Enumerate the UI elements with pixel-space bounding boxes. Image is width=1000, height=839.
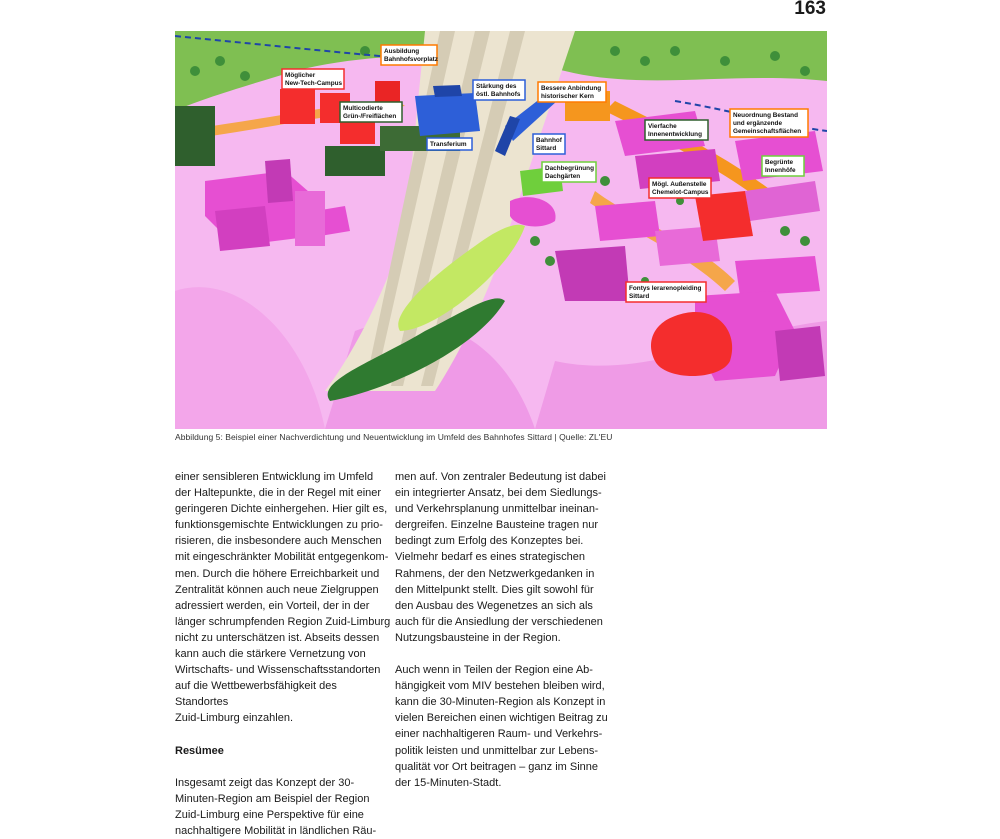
body-line: Zentralität können auch neue Zielgruppen [175, 583, 379, 596]
pink-building [265, 159, 293, 203]
svg-text:Bahnhofsvorplatz: Bahnhofsvorplatz [384, 56, 438, 63]
pink-building [735, 256, 820, 296]
body-line: Wirtschafts- und Wissenschaftsstandorten [175, 664, 381, 677]
body-line: der 15-Minuten-Stadt. [395, 776, 502, 789]
blue-building [433, 85, 462, 97]
label-chemelot [649, 178, 711, 198]
pink-building [215, 206, 270, 251]
svg-text:Chemelot-Campus: Chemelot-Campus [652, 189, 709, 196]
svg-text:Neuordnung Bestand: Neuordnung Bestand [733, 112, 798, 119]
svg-text:Bahnhof: Bahnhof [536, 137, 562, 144]
label-anbindung [538, 82, 606, 102]
pink-building [555, 246, 630, 301]
body-line: der Haltepunkte, die in der Regel mit einer [175, 487, 382, 500]
label-fontys [626, 282, 706, 302]
pink-building [775, 326, 825, 381]
body-line: Auch wenn in Teilen der Region eine Ab- [395, 664, 593, 677]
body-line: Rahmens, der den Netzwerkgedanken in [395, 567, 595, 580]
text-column-left [175, 469, 393, 839]
label-innenhoefe [762, 156, 804, 176]
body-line: Zuid-Limburg einzahlen. [175, 712, 294, 725]
svg-text:Gemeinschaftsflächen: Gemeinschaftsflächen [733, 128, 802, 135]
label-dachbegruenung [542, 162, 596, 182]
svg-text:Begrünte: Begrünte [765, 159, 794, 166]
svg-text:östl. Bahnhofs: östl. Bahnhofs [476, 91, 521, 98]
svg-text:und ergänzende: und ergänzende [733, 120, 783, 127]
body-line: qualität vor Ort beitragen – ganz im Sinne [395, 760, 599, 773]
svg-text:Transferium: Transferium [430, 141, 467, 148]
svg-text:Sittard: Sittard [629, 293, 650, 300]
blue-building [415, 93, 480, 136]
svg-text:Innenhöfe: Innenhöfe [765, 167, 796, 174]
body-line: nachhaltigere Mobilität in ländlichen Räu- [175, 824, 377, 837]
svg-text:Dachbegrünung: Dachbegrünung [545, 165, 594, 172]
body-line: Nutzungsbausteine in der Region. [395, 631, 561, 644]
illustration-svg [175, 31, 827, 429]
svg-text:Multicodierte: Multicodierte [343, 105, 383, 112]
svg-text:Fontys lerarenopleiding: Fontys lerarenopleiding [629, 285, 702, 292]
label-transferium [427, 138, 472, 150]
body-line: hängigkeit vom MIV bestehen bleiben wird, [395, 680, 605, 693]
label-new-tech-campus [282, 69, 344, 89]
svg-text:New-Tech-Campus: New-Tech-Campus [285, 80, 343, 87]
body-line: einer sensibleren Entwicklung im Umfeld [175, 471, 374, 483]
body-line: men auf. Von zentraler Bedeutung ist dabei [395, 471, 606, 483]
body-line: Vielmehr bedarf es eines strategischen [395, 551, 585, 564]
body-line: kann die 30-Minuten-Region als Konzept in [395, 696, 606, 709]
body-line: den Ausbau des Wegenetzes an sich als [395, 599, 593, 612]
svg-text:Stärkung des: Stärkung des [476, 83, 517, 90]
pink-building [595, 201, 660, 241]
body-line: kann auch die stärkere Vernetzung von [175, 648, 366, 661]
body-line: Minuten-Region am Beispiel der Region [175, 792, 370, 805]
label-staerkung [473, 80, 525, 100]
body-line: politik leisten und unmittelbar zur Lebens- [395, 744, 599, 757]
body-line: Insgesamt zeigt das Konzept der 30- [175, 776, 355, 789]
svg-text:Vierfache: Vierfache [648, 123, 677, 130]
label-bahnhof [533, 134, 565, 154]
text-column-right [395, 469, 613, 791]
svg-text:Bessere Anbindung: Bessere Anbindung [541, 85, 602, 92]
body-line: den Mittelpunkt stellt. Dies gilt sowohl für [395, 583, 594, 596]
page-number: 163 [794, 0, 826, 19]
svg-text:Innenentwicklung: Innenentwicklung [648, 131, 702, 138]
body-line: adressiert werden, ein Vorteil, der in der [175, 599, 370, 612]
figure-caption: Abbildung 5: Beispiel einer Nachverdichtung und Neuentwicklung im Umfeld des Bahnhofes Sittard | Quelle: ZL'EU [175, 432, 613, 442]
pink-building [295, 191, 325, 246]
body-line: men. Durch die höhere Erreichbarkeit und [175, 567, 380, 580]
body-line: Zuid-Limburg eine Perspektive für eine [175, 808, 364, 821]
body-line: vielen Bereichen einen wichtigen Beitrag zu [395, 712, 608, 725]
svg-text:Grün-/Freiflächen: Grün-/Freiflächen [343, 113, 397, 120]
label-neuordnung [730, 109, 808, 137]
body-line: risieren, die insbesondere auch Menschen [175, 535, 382, 548]
urban-plan-illustration [175, 31, 827, 429]
svg-text:Möglicher: Möglicher [285, 72, 316, 79]
label-ausbildung [381, 45, 438, 65]
body-line: auch für die Ansiedlung der verschiedenen [395, 615, 603, 628]
label-multicodierte [340, 102, 402, 122]
body-line: und Verkehrsplanung unmittelbar ineinan- [395, 503, 599, 516]
body-line: geringeren Dichte einhergehen. Hier gilt es, [175, 503, 388, 516]
svg-text:Dachgärten: Dachgärten [545, 173, 581, 180]
body-line: länger schrumpfenden Region Zuid-Limburg [175, 615, 391, 628]
body-line: funktionsgemischte Entwicklungen zu prio- [175, 519, 383, 532]
svg-text:Ausbildung: Ausbildung [384, 48, 420, 55]
dark-block [175, 106, 215, 166]
section-heading: Resümee [175, 744, 224, 757]
label-vierfache [645, 120, 708, 140]
dark-block [325, 146, 385, 176]
body-line: dergreifen. Einzelne Bausteine tragen nur [395, 519, 599, 532]
body-line: mit eingeschränkter Mobilität entgegenkom- [175, 551, 389, 564]
svg-text:historischer Kern: historischer Kern [541, 93, 594, 100]
body-line: einer nachhaltigeren Raum- und Verkehrs- [395, 728, 603, 741]
red-building [280, 89, 315, 124]
body-line: nicht zu unterschätzen ist. Abseits dessen [175, 631, 380, 644]
svg-text:Sittard: Sittard [536, 145, 557, 152]
body-line: bedingt zum Erfolg des Konzeptes bei. [395, 535, 584, 548]
body-line: ein integrierter Ansatz, bei dem Siedlungs- [395, 487, 602, 500]
body-line: auf die Wettbewerbsfähigkeit des Standortes [175, 680, 337, 709]
svg-text:Mögl. Außenstelle: Mögl. Außenstelle [652, 181, 707, 188]
